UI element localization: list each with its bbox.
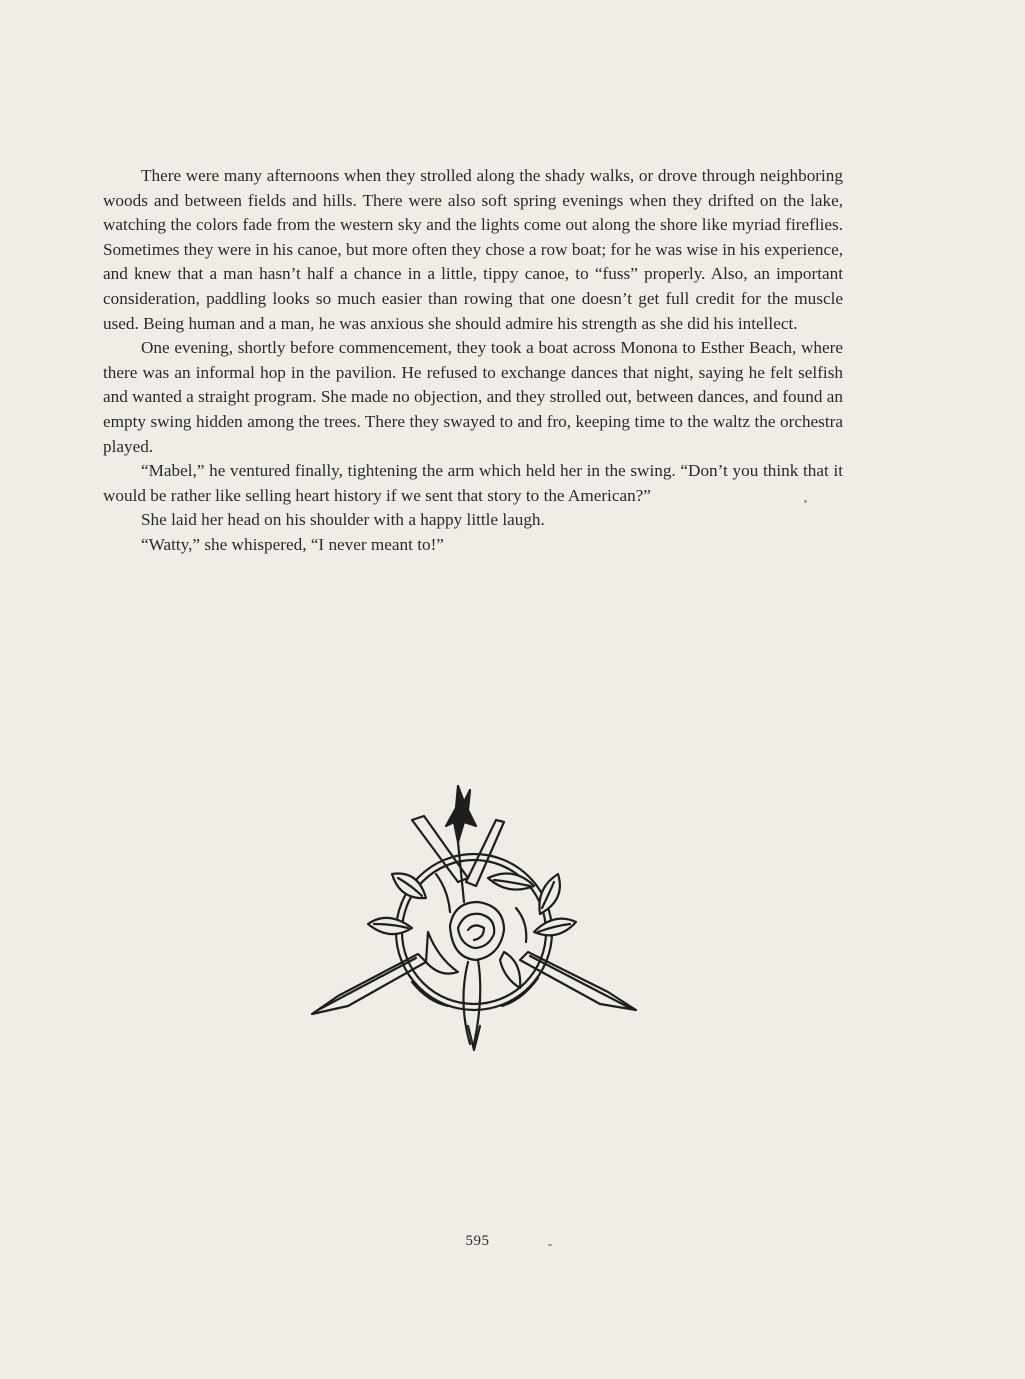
paper-speck (548, 1244, 552, 1246)
page-number: 595 (465, 1233, 490, 1249)
paper-speck (804, 500, 807, 503)
paragraph-3: “Mabel,” he ventured finally, tightening the arm which held her in the swing. “Don’t you think that it would be rather like selling heart history if we sent that story to the American?” (103, 461, 843, 505)
floral-crossed-swords-vignette-icon (308, 782, 640, 1054)
paragraph-4: She laid her head on his shoulder with a happy little laugh. (141, 510, 545, 530)
paragraph-5: “Watty,” she whispered, “I never meant to!” (141, 534, 444, 554)
paragraph-1: There were many afternoons when they strolled along the shady walks, or drove through neighboring woods and between fields and hills. There were also soft spring evenings when they drifted on the lake, watching the colors fade from the western sky and the lights come out along the shore like myriad fireflies. Sometimes they were in his canoe, but more often they chose a row boat; for he was wise in his experience, and knew that a man hasn’t half a chance in a little, tippy canoe, to “fuss” properly. Also, an important consideration, paddling looks so much easier than rowing that one doesn’t get full credit for the muscle used. Being human and a man, he was anxious she should admire his strength as she did his intellect. (103, 166, 843, 333)
paragraph-2: One evening, shortly before commencement, they took a boat across Monona to Esther Beach, where there was an informal hop in the pavilion. He refused to exchange dances that night, saying he felt selfish and wanted a straight program. She made no objection, and they strolled out, between dances, and found an empty swing hidden among the trees. There they swayed to and fro, keeping time to the waltz the orchestra played. (103, 338, 843, 456)
body-text (103, 164, 843, 558)
